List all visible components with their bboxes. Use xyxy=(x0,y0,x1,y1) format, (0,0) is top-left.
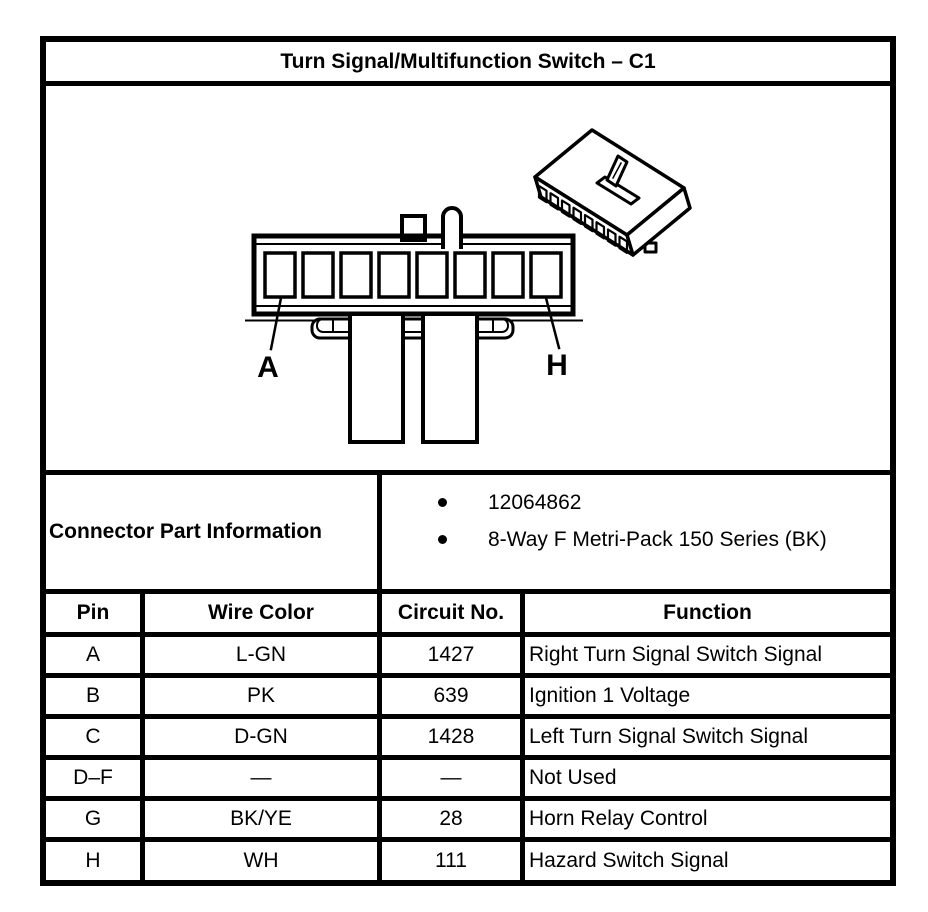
circuit-no-cell: 1427 xyxy=(382,637,525,673)
connector-front-view xyxy=(246,208,582,442)
function-cell: Hazard Switch Signal xyxy=(529,849,729,872)
connector-diagram-cell xyxy=(46,86,890,475)
connector-pinout-sheet xyxy=(40,36,896,886)
header-wire-color: Wire Color xyxy=(145,594,382,632)
wire-color-cell: BK/YE xyxy=(145,801,382,837)
function-cell: Not Used xyxy=(529,766,617,789)
mounting-flange xyxy=(312,319,513,338)
circuit-no-cell: 111 xyxy=(382,842,525,880)
connector-part-info-list xyxy=(382,475,890,589)
pin-cell: D–F xyxy=(46,760,145,796)
function-cell: Right Turn Signal Switch Signal xyxy=(529,643,822,666)
pin-label-a: A xyxy=(257,351,279,384)
pin-cell: G xyxy=(46,801,145,837)
table-row xyxy=(46,637,890,678)
wire-color-cell: D-GN xyxy=(145,719,382,755)
circuit-no-cell: 28 xyxy=(382,801,525,837)
connector-leg-right xyxy=(423,314,477,442)
wire-color-cell: — xyxy=(145,760,382,796)
wire-color-cell: PK xyxy=(145,678,382,714)
page-title: Turn Signal/Multifunction Switch – C1 xyxy=(280,49,656,73)
bullet-icon xyxy=(438,498,447,507)
connector-leg-left xyxy=(350,314,403,442)
pin-cell: H xyxy=(46,842,145,880)
pin-table-body xyxy=(46,637,890,880)
circuit-no-cell: 639 xyxy=(382,678,525,714)
wire-color-cell: L-GN xyxy=(145,637,382,673)
header-circuit-no: Circuit No. xyxy=(382,594,525,632)
lock-tab xyxy=(443,208,461,247)
pin-cell: A xyxy=(46,637,145,673)
pin-cavities xyxy=(265,253,561,297)
title-bar xyxy=(46,42,890,86)
connector-diagram xyxy=(46,86,890,470)
pin-table-header xyxy=(46,594,890,637)
list-item-text: 12064862 xyxy=(488,490,582,514)
header-pin: Pin xyxy=(46,594,145,632)
function-cell: Horn Relay Control xyxy=(529,807,708,830)
table-row xyxy=(46,678,890,719)
pin-cell: B xyxy=(46,678,145,714)
table-row xyxy=(46,760,890,801)
circuit-no-cell: — xyxy=(382,760,525,796)
connector-part-info-label: Connector Part Information xyxy=(46,475,382,589)
table-row xyxy=(46,719,890,760)
list-item-text: 8-Way F Metri-Pack 150 Series (BK) xyxy=(488,527,827,551)
function-cell: Left Turn Signal Switch Signal xyxy=(529,725,808,748)
connector-part-info-row xyxy=(46,475,890,594)
list-item xyxy=(438,484,890,521)
wire-color-cell: WH xyxy=(145,842,382,880)
circuit-no-cell: 1428 xyxy=(382,719,525,755)
bullet-icon xyxy=(438,535,447,544)
pin-cell: C xyxy=(46,719,145,755)
header-function: Function xyxy=(663,601,752,624)
table-row xyxy=(46,801,890,842)
table-row xyxy=(46,842,890,880)
list-item xyxy=(438,521,890,558)
function-cell: Ignition 1 Voltage xyxy=(529,684,691,707)
pin-label-h: H xyxy=(546,349,568,382)
